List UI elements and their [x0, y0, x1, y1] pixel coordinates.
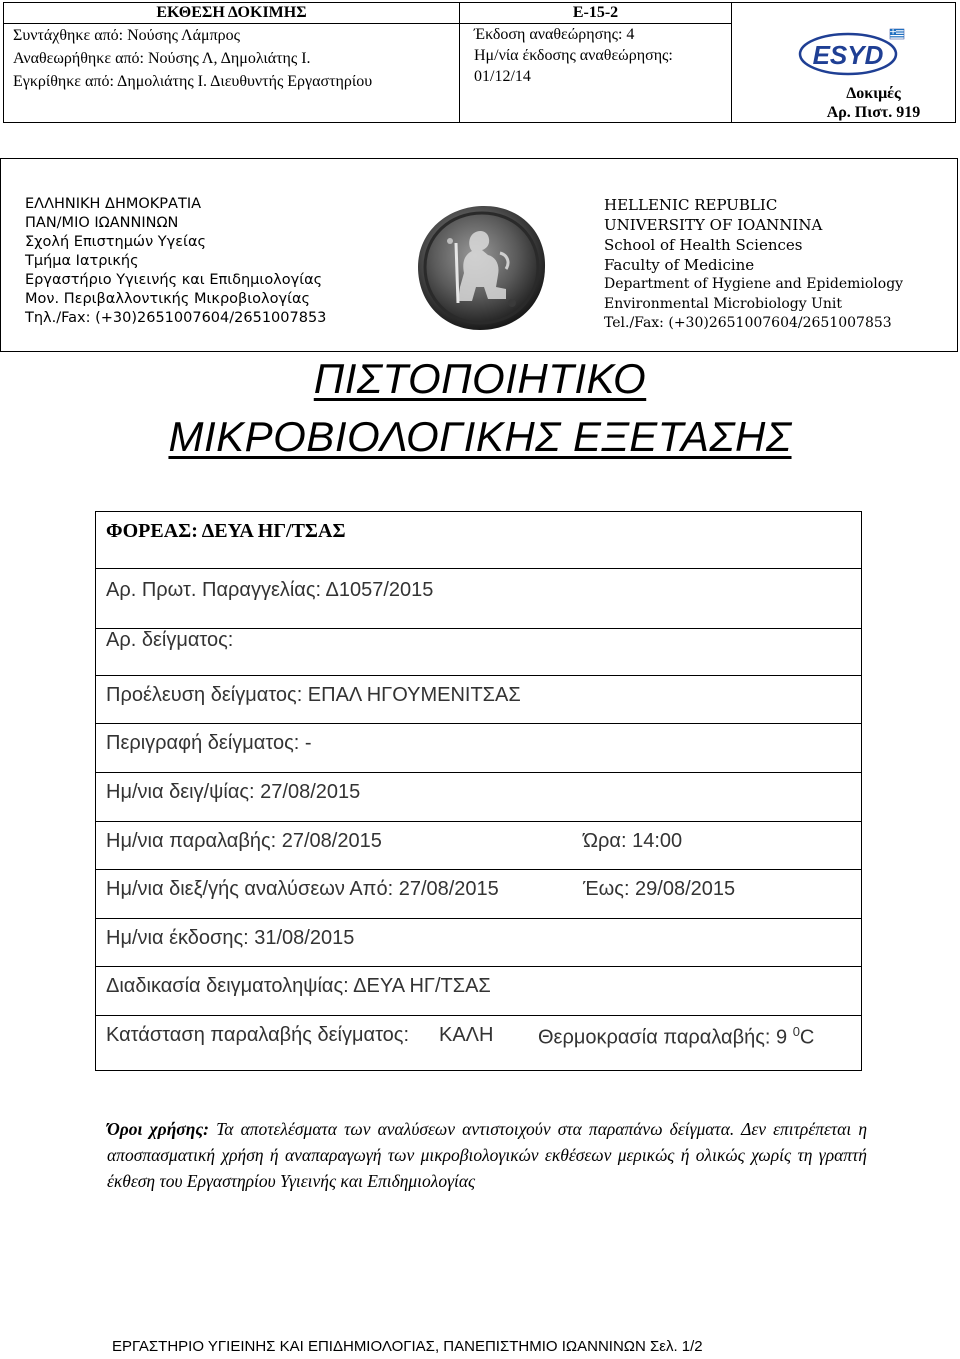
- inst-gr-line: Μον. Περιβαλλοντικής Μικροβιολογίας: [25, 291, 311, 307]
- row-sample-number: [96, 629, 861, 676]
- document-code: Ε-15-2: [460, 3, 731, 24]
- greek-flag-icon: [890, 29, 904, 39]
- inst-gr-line: Εργαστήριο Υγιεινής και Επιδημιολογίας: [25, 272, 323, 288]
- ancient-coin-emblem: [414, 203, 549, 333]
- row-sampling-procedure: [96, 967, 861, 1016]
- accreditation-scope: Δοκιμές: [846, 85, 901, 102]
- receipt-temperature-label: Θερμοκρασία παραλαβής: 9: [538, 1026, 788, 1049]
- esyd-logo: [796, 27, 906, 79]
- inst-gr-line: Σχολή Επιστημών Υγείας: [25, 234, 207, 250]
- certificate-title-line2: ΜΙΚΡΟΒΙΟΛΟΓΙΚΗΣ ΕΞΕΤΑΣΗΣ: [168, 413, 792, 460]
- composed-by: Συντάχθηκε από: Νούσης Λάμπρος: [13, 27, 240, 44]
- svg-text:ESYD: ESYD: [812, 40, 884, 70]
- inst-en-line: UNIVERSITY OF IOANNINA: [604, 216, 823, 234]
- row-analysis-dates: [96, 870, 861, 919]
- reviewed-by: Αναθεωρήθηκε από: Νούσης Λ, Δημολιάτης Ι.: [13, 50, 311, 67]
- inst-gr-line: ΕΛΛΗΝΙΚΗ ΔΗΜΟΚΡΑΤΙΑ: [25, 196, 202, 212]
- revision-number: Έκδοση αναθεώρησης: 4: [474, 26, 635, 43]
- sampling-date-field: Ημ/νια δειγ/ψίας: 27/08/2015: [106, 781, 361, 803]
- row-origin: [96, 676, 861, 724]
- header-revision-cell: [460, 3, 732, 122]
- header-authors-cell: [4, 3, 460, 122]
- order-number-field: Αρ. Πρωτ. Παραγγελίας: Δ1057/2015: [106, 579, 434, 601]
- row-order-number: [96, 569, 861, 629]
- terms-label: Όροι χρήσης:: [107, 1119, 209, 1139]
- inst-en-line: Department of Hygiene and Epidemiology: [604, 276, 904, 292]
- body-field: ΦΟΡΕΑΣ: ΔΕΥΑ ΗΓ/ΤΣΑΣ: [106, 520, 346, 542]
- row-sampling-date: [96, 773, 861, 822]
- institution-english: [604, 195, 903, 334]
- inst-en-line: School of Health Sciences: [604, 236, 803, 254]
- terms-of-use: [107, 1116, 867, 1194]
- sampling-procedure-field: Διαδικασία δειγματοληψίας: ΔΕΥΑ ΗΓ/ΤΣΑΣ: [106, 975, 491, 997]
- inst-en-line: Environmental Microbiology Unit: [604, 295, 843, 312]
- inst-en-line: Tel./Fax: (+30)2651007604/2651007853: [604, 315, 892, 331]
- sample-description-field: Περιγραφή δείγματος: -: [106, 732, 312, 754]
- document-header: [3, 2, 956, 123]
- receipt-temperature: [538, 1024, 814, 1050]
- sample-origin-field: Προέλευση δείγματος: ΕΠΑΛ ΗΓΟΥΜΕΝΙΤΣΑΣ: [106, 684, 521, 706]
- issue-date-field: Ημ/νια έκδοσης: 31/08/2015: [106, 927, 355, 949]
- receipt-condition-value: ΚΑΛΗ: [439, 1024, 494, 1046]
- row-issue-date: [96, 919, 861, 967]
- row-body: [96, 512, 861, 569]
- inst-en-line: Faculty of Medicine: [604, 256, 755, 274]
- inst-gr-line: Τηλ./Fax: (+30)2651007604/2651007853: [25, 310, 327, 326]
- revision-date-label: Ημ/νία έκδοσης αναθεώρησης:: [474, 47, 673, 64]
- header-accreditation-cell: [732, 3, 955, 122]
- institution-greek: [25, 195, 326, 328]
- sample-details-table: [95, 511, 862, 1071]
- row-receipt: [96, 822, 861, 870]
- analysis-from-field: Ημ/νια διεξ/γής αναλύσεων Από: 27/08/2015: [106, 878, 499, 900]
- temperature-unit: C: [799, 1026, 815, 1049]
- degree-symbol: 0: [792, 1024, 800, 1039]
- receipt-condition-label: Κατάσταση παραλαβής δείγματος:: [106, 1024, 409, 1046]
- receipt-date-field: Ημ/νια παραλαβής: 27/08/2015: [106, 830, 382, 852]
- row-description: [96, 724, 861, 773]
- inst-en-line: HELLENIC REPUBLIC: [604, 196, 778, 214]
- approved-by: Εγκρίθηκε από: Δημολιάτης Ι. Διευθυντής Εργαστηρίου: [13, 73, 373, 90]
- certificate-title-line1: ΠΙΣΤΟΠΟΙΗΤΙΚΟ: [313, 355, 647, 402]
- receipt-time-field: Ώρα: 14:00: [583, 830, 683, 852]
- sample-number-field: Αρ. δείγματος:: [106, 629, 234, 651]
- page-footer: ΕΡΓΑΣΤΗΡΙΟ ΥΓΙΕΙΝΗΣ ΚΑΙ ΕΠΙΔΗΜΙΟΛΟΓΙΑΣ, ΠΑΝΕΠΙΣΤΗΜΙΟ ΙΩΑΝΝΙΝΩΝ Σελ. 1/2: [112, 1338, 703, 1355]
- accreditation-number: Αρ. Πιστ. 919: [826, 104, 921, 121]
- inst-gr-line: Τμήμα Ιατρικής: [25, 253, 139, 269]
- revision-date: 01/12/14: [474, 68, 531, 85]
- institution-box: [0, 158, 958, 352]
- inst-gr-line: ΠΑΝ/ΜΙΟ ΙΩΑΝΝΙΝΩΝ: [25, 215, 179, 231]
- terms-text: Τα αποτελέσματα των αναλύσεων αντιστοιχούν στα παραπάνω δείγματα. Δεν επιτρέπεται η αποσπασματική χρήση ή αναπαραγωγή των μικροβιολογικών εκθέσεων μερικώς ή ολικώς χωρίς τη γραπτή έκθεση του Εργαστηρίου Υγιεινής και Επιδημιολογίας: [107, 1119, 868, 1191]
- row-receipt-condition: [96, 1016, 861, 1072]
- report-type-title: ΕΚΘΕΣΗ ΔΟΚΙΜΗΣ: [4, 3, 459, 24]
- analysis-to-field: Έως: 29/08/2015: [583, 878, 736, 900]
